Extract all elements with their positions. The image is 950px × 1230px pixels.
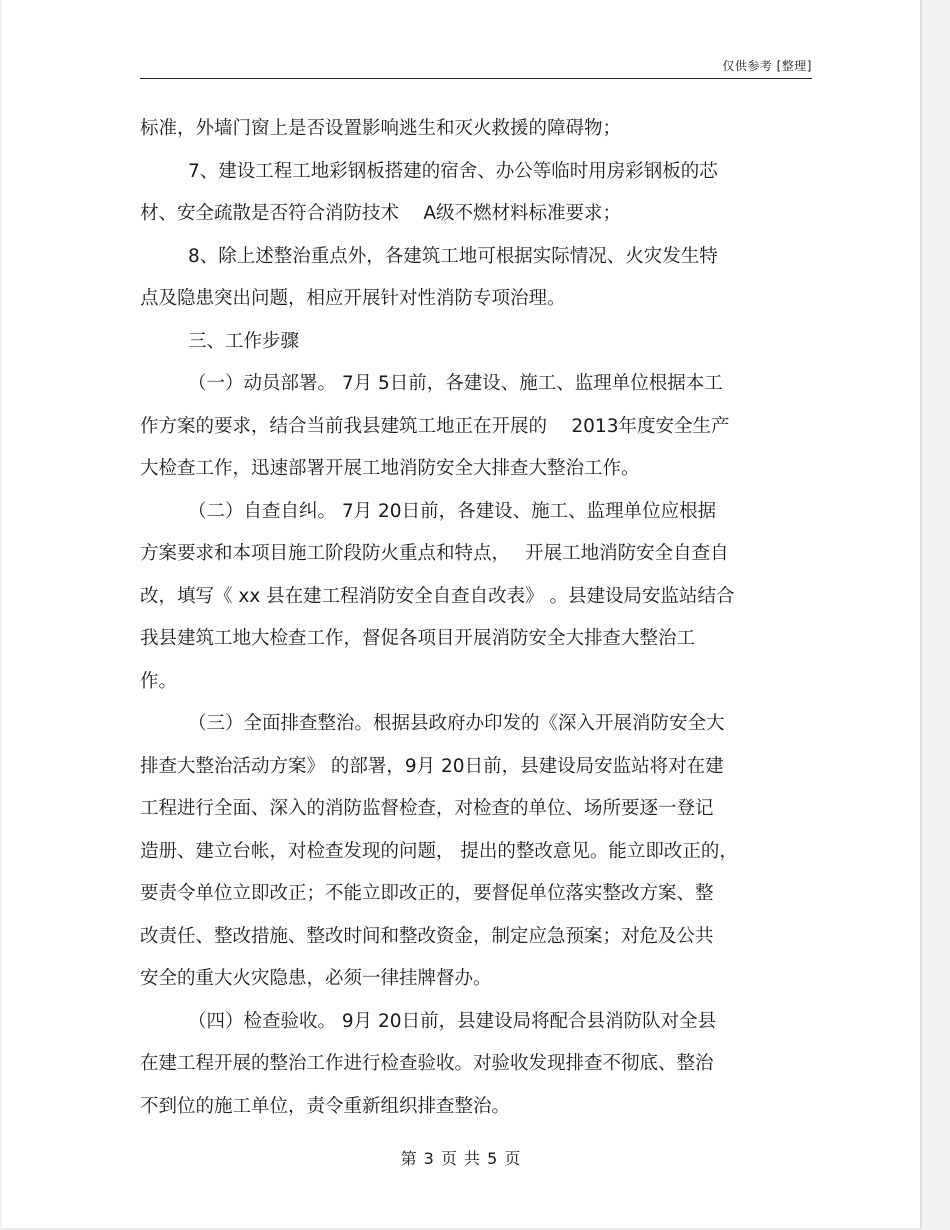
- text-line: 7、建设工程工地彩钢板搭建的宿舍、办公等临时用房彩钢板的芯: [188, 160, 718, 182]
- text-line: 作方案的要求，结合当前我县建筑工地正在开展的 2013年度安全生产: [140, 415, 730, 437]
- text-line: 工程进行全面、深入的消防监督检查，对检查的单位、场所要逐一登记: [140, 798, 714, 819]
- text-line: 改责任、整改措施、整改时间和整改资金，制定应急预案；对危及公共: [140, 925, 714, 947]
- text-line: 作。: [140, 670, 178, 692]
- document-body: [140, 108, 812, 1128]
- text-line: 方案要求和本项目施工阶段防火重点和特点， 开展工地消防安全自查自: [140, 543, 729, 564]
- text-line: 材、安全疏散是否符合消防技术 A级不燃材料标准要求；: [140, 203, 622, 224]
- page-header: [140, 54, 812, 79]
- page-footer: 第 3 页 共 5 页: [400, 1149, 522, 1168]
- text-line: （四）检查验收。 9月 20日前，县建设局将配合县消防队对全县: [188, 1010, 717, 1032]
- text-line: 造册、建立台帐，对检查发现的问题， 提出的整改意见。能立即改正的，: [140, 840, 738, 862]
- text-line: 改，填写《 xx 县在建工程消防安全自查自改表》 。县建设局安监站结合: [140, 585, 735, 607]
- text-line: 要责令单位立即改正；不能立即改正的，要督促单位落实整改方案、整: [140, 883, 714, 904]
- document-page: [2, 0, 920, 1228]
- text-line: 在建工程开展的整治工作进行检查验收。对验收发现排查不彻底、整治: [140, 1053, 714, 1074]
- text-line: 8、除上述整治重点外，各建筑工地可根据实际情况、火灾发生特: [188, 245, 718, 267]
- text-line: 排查大整治活动方案》 的部署，9月 20日前，县建设局安监站将对在建: [140, 755, 724, 777]
- text-line: （三）全面排查整治。根据县政府办印发的《深入开展消防安全大: [188, 713, 725, 734]
- text-line: （一）动员部署。 7月 5日前，各建设、施工、监理单位根据本工: [188, 373, 723, 394]
- text-line: 我县建筑工地大检查工作，督促各项目开展消防安全大排查大整治工: [140, 628, 696, 649]
- header-text: 仅供参考 [整理]: [722, 59, 812, 73]
- text-line: 不到位的施工单位，责令重新组织排查整治。: [140, 1095, 511, 1117]
- text-line: （二）自查自纠。 7月 20日前，各建设、施工、监理单位应根据: [188, 500, 717, 522]
- text-line: 安全的重大火灾隐患，必须一律挂牌督办。: [140, 968, 492, 989]
- text-line: 大检查工作，迅速部署开展工地消防安全大排查大整治工作。: [140, 458, 640, 479]
- section-heading: 三、工作步骤: [188, 330, 300, 352]
- text-line: 标准，外墙门窗上是否设置影响逃生和灭火救援的障碍物；: [140, 118, 622, 139]
- text-line: 点及隐患突出问题，相应开展针对性消防专项治理。: [140, 288, 566, 309]
